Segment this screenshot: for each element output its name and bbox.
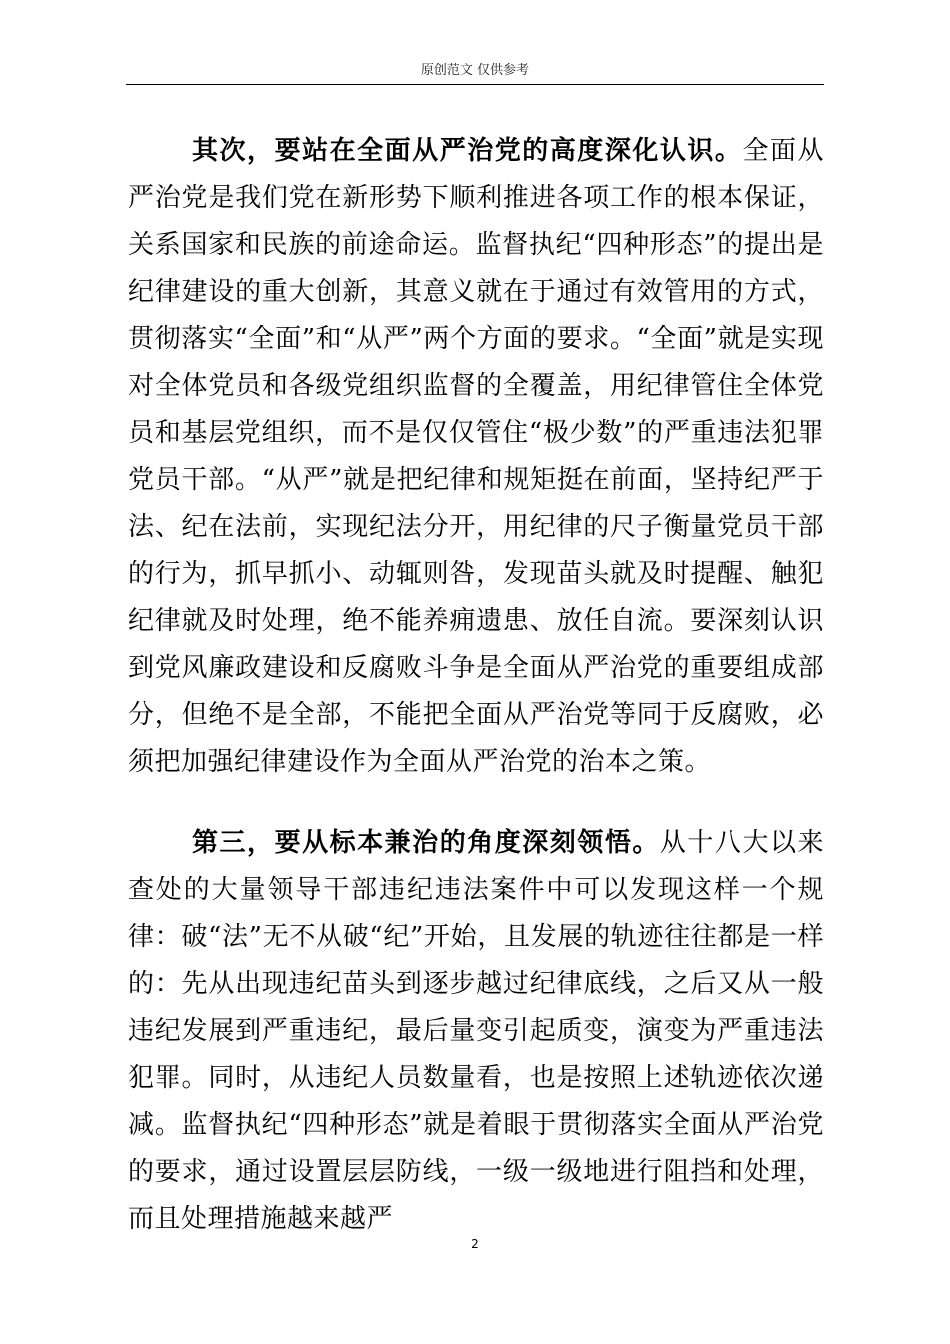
paragraph-2-body: 从十八大以来查处的大量领导干部违纪违法案件中可以发现这样一个规律：破“法”无不从破“纪”开始，且发展的轨迹往往都是一样的：先从出现违纪苗头到逐步越过纪律底线，之后又从一般违纪发展到严重违纪，最后量变引起质变，演变为严重违法犯罪。同时，从违纪人员数量看，也是按照上述轨迹依次递减。监督执纪“四种形态”就是着眼于贯彻落实全面从严治党的要求，通过设置层层防线，一级一级地进行阻挡和处理，而且处理措施越来越严	[128, 828, 824, 1234]
page-header: 原创范文 仅供参考	[420, 63, 530, 78]
paragraph-2	[128, 820, 824, 1243]
paragraph-1-body: 全面从严治党是我们党在新形势下顺利推进各项工作的根本保证，关系国家和民族的前途命运。监督执纪“四种形态”的提出是纪律建设的重大创新，其意义就在于通过有效管用的方式，贯彻落实“全面”和“从严”两个方面的要求。“全面”就是实现对全体党员和各级党组织监督的全覆盖，用纪律管住全体党员和基层党组织，而不是仅仅管住“极少数”的严重违法犯罪党员干部。“从严”就是把纪律和规矩挺在前面，坚持纪严于法、纪在法前，实现纪法分开，用纪律的尺子衡量党员干部的行为，抓早抓小、动辄则咎，发现苗头就及时提醒、触犯纪律就及时处理，绝不能养痈遗患、放任自流。要深刻认识到党风廉政建设和反腐败斗争是全面从严治党的重要组成部分，但绝不是全部，不能把全面从严治党等同于反腐败，必须把加强纪律建设作为全面从严治党的治本之策。	[128, 136, 824, 777]
page-number: 2	[471, 1237, 479, 1251]
paragraph-1	[128, 128, 824, 786]
paragraph-1-lead: 其次，要站在全面从严治党的高度深化认识。	[192, 136, 743, 166]
paragraph-2-lead: 第三，要从标本兼治的角度深刻领悟。	[192, 828, 660, 858]
header-rule	[126, 84, 824, 85]
